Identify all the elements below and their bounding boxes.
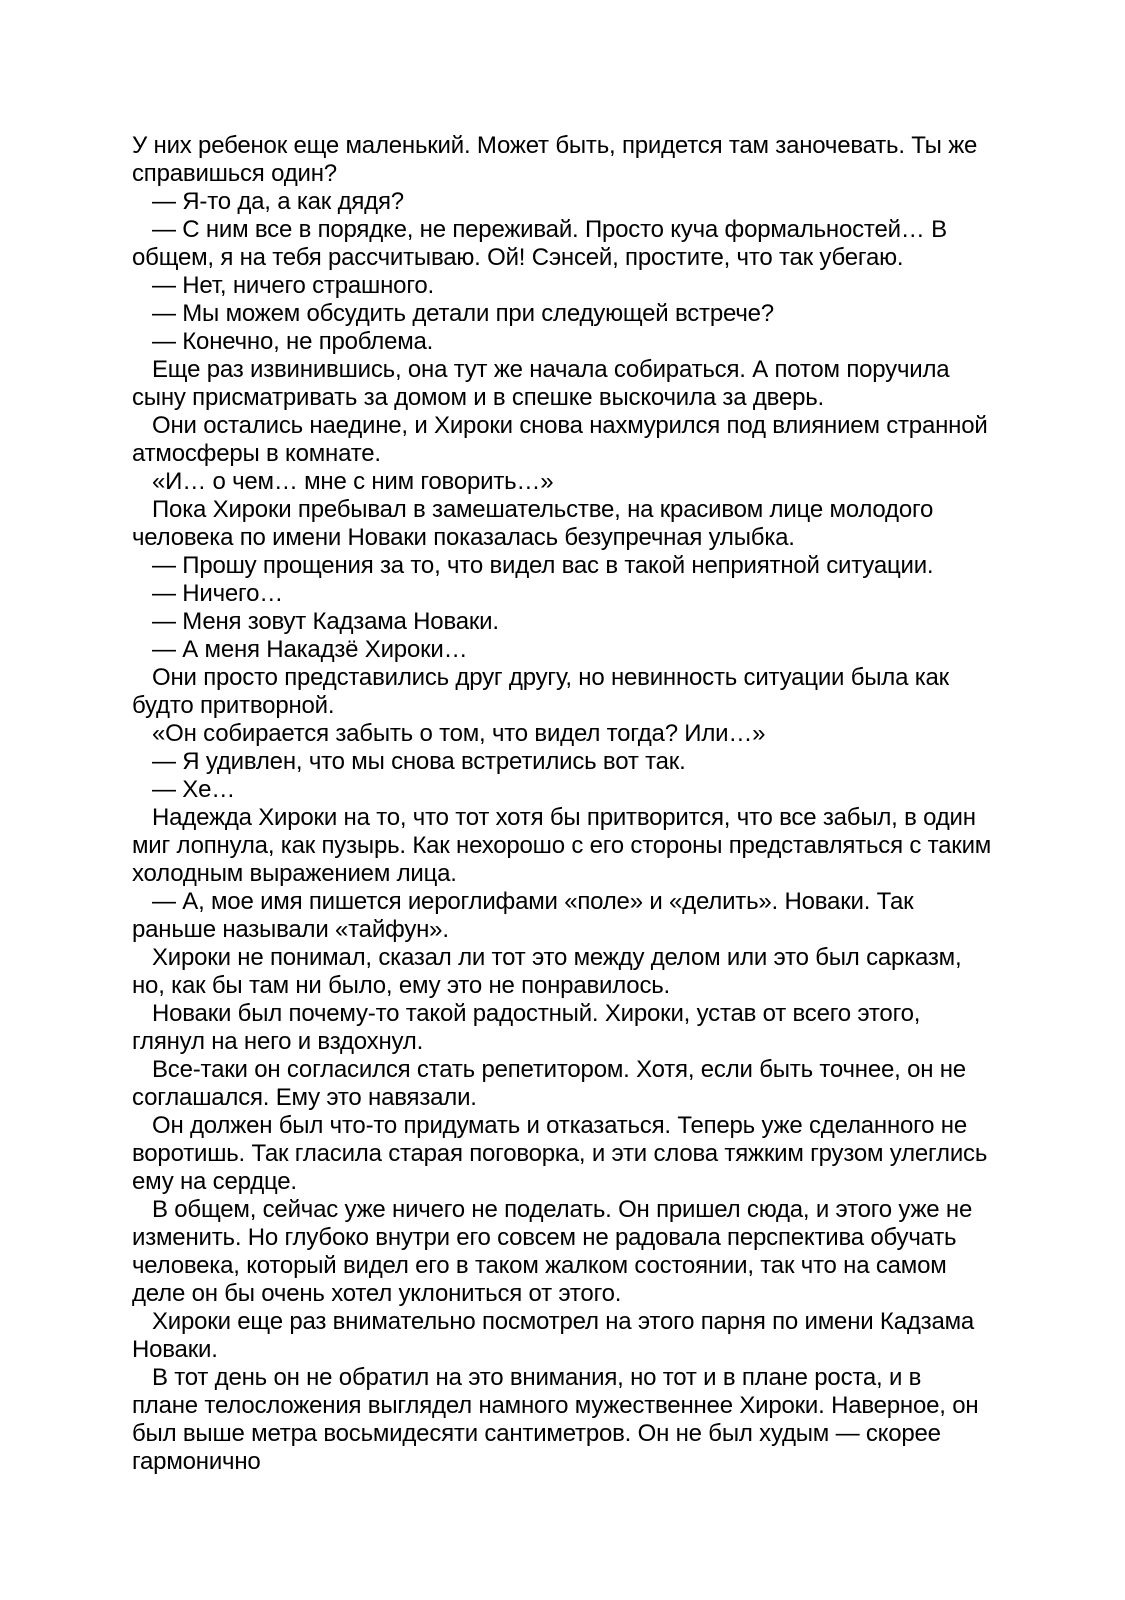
paragraph: Новаки был почему-то такой радостный. Хироки, устав от всего этого, глянул на него и вздохнул. [132,1000,921,1055]
paragraph: Они просто представились друг другу, но невинность ситуации была как будто притворной. [132,664,949,719]
paragraph: Все-таки он согласился стать репетитором. Хотя, если быть точнее, он не соглашался. Ему это навязали. [132,1056,966,1111]
paragraph: — Хе… [152,776,236,803]
paragraph: Пока Хироки пребывал в замешательстве, на красивом лице молодого человека по имени Новаки показалась безупречная улыбка. [132,496,934,551]
paragraph: — Прошу прощения за то, что видел вас в такой неприятной ситуации. [152,552,934,579]
paragraph: Еще раз извинившись, она тут же начала собираться. А потом поручила сыну присматривать за домом и в спешке выскочила за дверь. [132,356,950,411]
paragraph: — Ничего… [152,580,284,607]
paragraph: В тот день он не обратил на это внимания, но тот и в плане роста, и в плане телосложения выглядел намного мужественнее Хироки. Наверное, он был выше метра восьмидесяти сантиметров. Он не был худым — скорее гармонично [132,1364,979,1475]
paragraph: «Он собирается забыть о том, что видел тогда? Или…» [152,720,766,747]
paragraph: Хироки не понимал, сказал ли тот это между делом или это был сарказм, но, как бы там ни было, ему это не понравилось. [132,944,962,999]
paragraph: В общем, сейчас уже ничего не поделать. Он пришел сюда, и этого уже не изменить. Но глубоко внутри его совсем не радовала перспектива обучать человека, который видел его в таком жалком состоянии, так что на самом деле он бы очень хотел уклониться от этого. [132,1196,973,1307]
paragraph: — Я удивлен, что мы снова встретились вот так. [152,748,686,775]
paragraph: — Меня зовут Кадзама Новаки. [152,608,499,635]
paragraph: Они остались наедине, и Хироки снова нахмурился под влиянием странной атмосферы в комнате. [132,412,988,467]
paragraph: «И… о чем… мне с ним говорить…» [152,468,554,495]
paragraph: Надежда Хироки на то, что тот хотя бы притворится, что все забыл, в один миг лопнула, как пузырь. Как нехорошо с его стороны представляться с таким холодным выражением лица. [132,804,992,887]
paragraph: — Конечно, не проблема. [152,328,434,355]
paragraph: — Нет, ничего страшного. [152,272,434,299]
paragraph: — Я-то да, а как дядя? [152,188,404,215]
paragraph: У них ребенок еще маленький. Может быть, придется там заночевать. Ты же справишься один? [132,132,978,187]
paragraph: — С ним все в порядке, не переживай. Просто куча формальностей… В общем, я на тебя рассчитываю. Ой! Сэнсей, простите, что так убегаю. [132,216,947,271]
paragraph: — Мы можем обсудить детали при следующей встрече? [152,300,774,327]
paragraph: — А меня Накадзё Хироки… [152,636,468,663]
paragraph: Хироки еще раз внимательно посмотрел на этого парня по имени Кадзама Новаки. [132,1308,975,1363]
paragraph: Он должен был что-то придумать и отказаться. Теперь уже сделанного не воротишь. Так гласила старая поговорка, и эти слова тяжким грузом улеглись ему на сердце. [132,1112,988,1195]
book-text [132,132,992,1476]
paragraph: — А, мое имя пишется иероглифами «поле» и «делить». Новаки. Так раньше называли «тайфун». [132,888,914,943]
